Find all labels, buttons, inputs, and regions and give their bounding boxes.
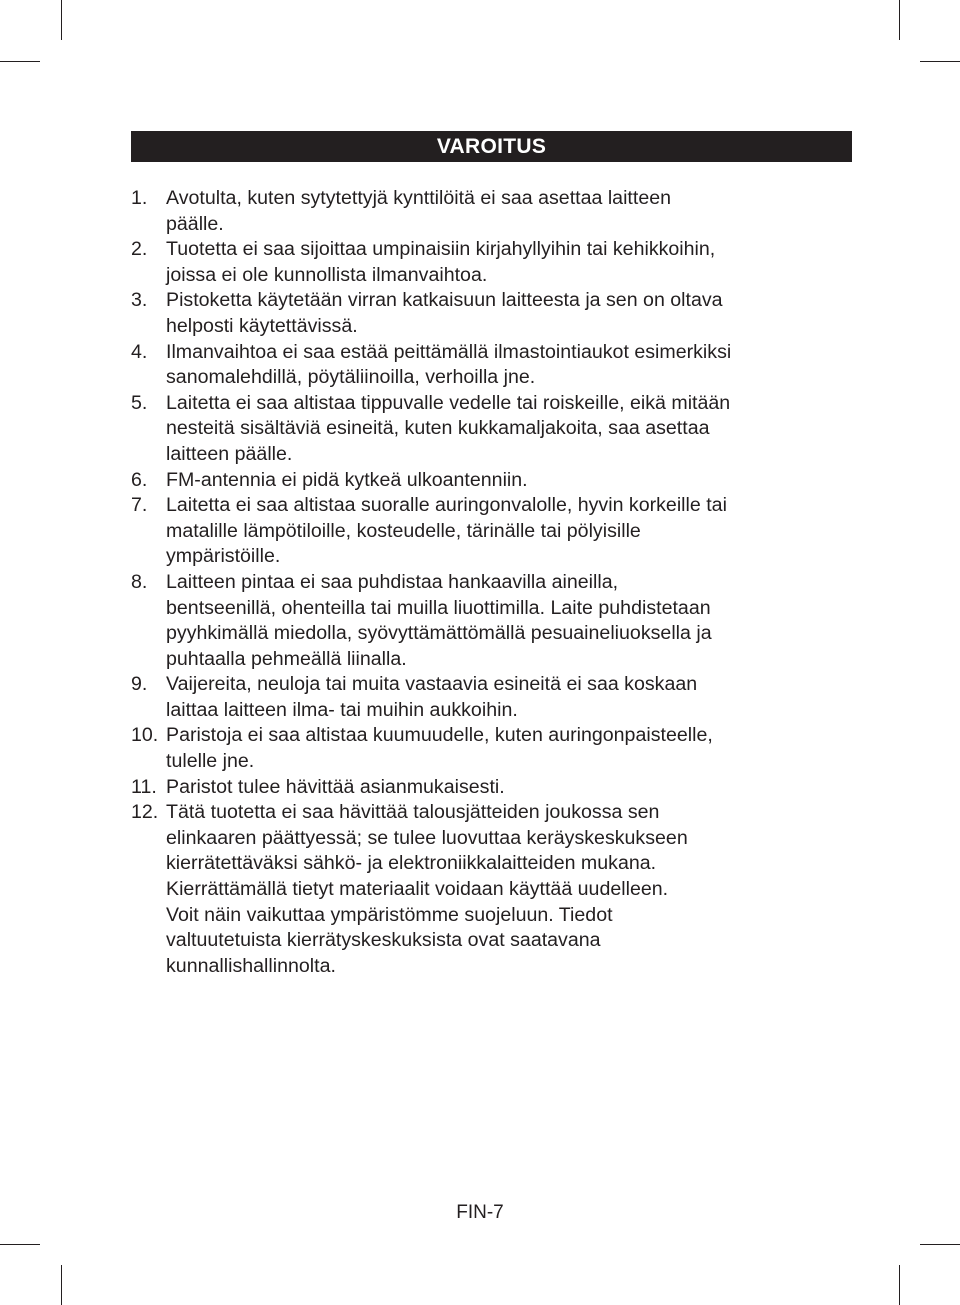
list-item [131, 723, 851, 774]
item-number: 3. [131, 289, 148, 312]
crop-mark-bottom-right [920, 1244, 960, 1245]
crop-mark-bottom-right [899, 1265, 900, 1305]
item-text: Ilmanvaihtoa ei saa estää peittämällä ilmastointiaukot esimerkiksi sanomalehdillä, pöytäliinoilla, verhoilla jne. [166, 340, 732, 389]
list-item [131, 672, 851, 723]
list-item [131, 237, 851, 288]
crop-mark-top-right [920, 61, 960, 62]
item-text: Laitetta ei saa altistaa tippuvalle vedelle tai roiskeille, eikä mitään nesteitä sisältäviä esineitä, kuten kukkamaljakoita, saa asettaa laitteen päälle. [166, 391, 731, 465]
warning-list [131, 186, 851, 979]
list-item [131, 391, 851, 468]
crop-mark-bottom-left [0, 1244, 40, 1245]
item-text: Laitetta ei saa altistaa suoralle auringonvalolle, hyvin korkeille tai matalille lämpötiloille, kosteudelle, tärinälle tai pölyisille ympäristöille. [166, 494, 727, 568]
warning-header-bar [131, 131, 852, 162]
item-number: 9. [131, 673, 148, 696]
crop-mark-top-left [61, 0, 62, 40]
list-item [131, 493, 851, 570]
list-item [131, 468, 851, 494]
item-text: Tätä tuotetta ei saa hävittää talousjätteiden joukossa sen elinkaaren päättyessä; se tulee luovuttaa keräyskeskukseen kierrätettäväksi sähkö- ja elektroniikkalaitteiden mukana. Kierrättämällä tietyt materiaalit voidaan käyttää uudelleen. Voit näin vaikuttaa ympäristömme suojeluun. Tiedot valtuutetuista kierrätyskeskuksista ovat saatavana kunnallishallinnolta. [166, 801, 688, 977]
item-number: 5. [131, 391, 148, 414]
crop-mark-top-left [0, 61, 40, 62]
crop-mark-bottom-left [61, 1265, 62, 1305]
item-number: 7. [131, 494, 148, 517]
item-number: 10. [131, 724, 159, 747]
item-text: Laitteen pintaa ei saa puhdistaa hankaavilla aineilla, bentseenillä, ohenteilla tai muilla liuottimilla. Laite puhdistetaan pyyhkimällä miedolla, syövyttämättömällä pesuaineliuoksella ja puhtaalla pehmeällä liinalla. [166, 570, 712, 670]
list-item [131, 288, 851, 339]
item-text: Avotulta, kuten sytytettyjä kynttilöitä ei saa asettaa laitteen päälle. [166, 187, 672, 235]
item-number: 12. [131, 801, 159, 824]
item-text: Vaijereita, neuloja tai muita vastaavia esineitä ei saa koskaan laittaa laitteen ilma- tai muihin aukkoihin. [166, 673, 698, 721]
list-item [131, 775, 851, 801]
list-item [131, 340, 851, 391]
item-text: Tuotetta ei saa sijoittaa umpinaisiin kirjahyllyihin tai kehikkoihin, joissa ei ole kunnollista ilmanvaihtoa. [166, 238, 716, 286]
item-number: 2. [131, 238, 148, 261]
item-text: Paristot tulee hävittää asianmukaisesti. [166, 775, 505, 798]
item-number: 1. [131, 187, 148, 209]
item-number: 4. [131, 340, 148, 363]
item-number: 6. [131, 468, 148, 491]
item-text: Paristoja ei saa altistaa kuumuudelle, kuten auringonpaisteelle, tulelle jne. [166, 724, 713, 773]
list-item [131, 186, 851, 237]
list-item [131, 570, 851, 672]
item-number: 11. [131, 775, 157, 798]
crop-mark-top-right [899, 0, 900, 40]
list-item [131, 800, 851, 979]
page-number: FIN-7 [456, 1202, 504, 1223]
warning-title: VAROITUS [436, 134, 547, 158]
item-number: 8. [131, 570, 148, 593]
item-text: FM-antennia ei pidä kytkeä ulkoantenniin. [166, 468, 528, 491]
item-text: Pistoketta käytetään virran katkaisuun laitteesta ja sen on oltava helposti käytettävissä. [166, 289, 723, 337]
